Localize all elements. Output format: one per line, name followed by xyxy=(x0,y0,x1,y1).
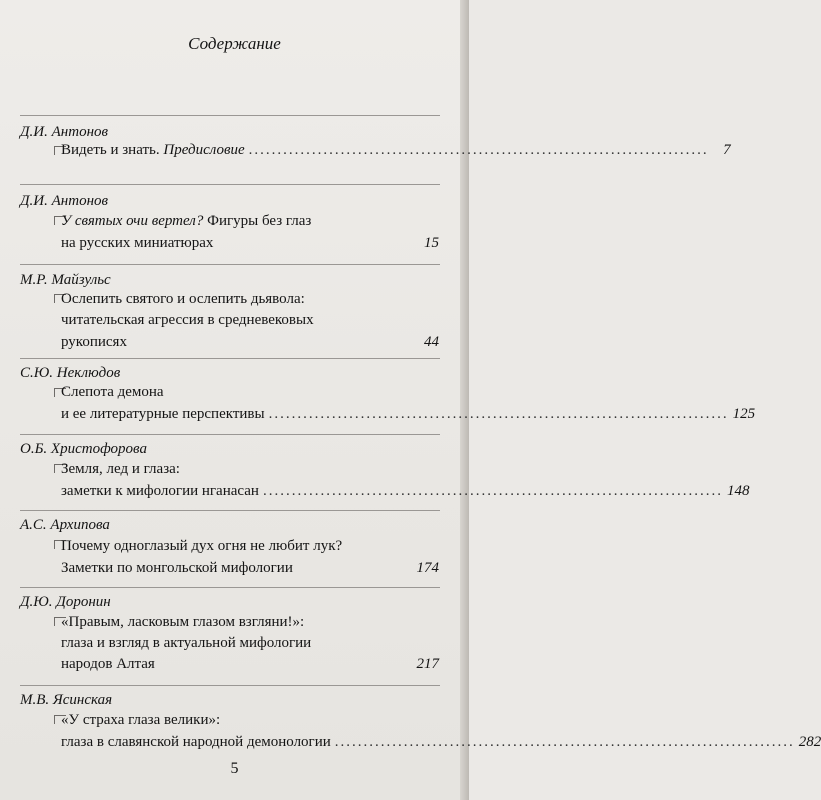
entry-divider xyxy=(20,434,440,435)
entry-author: Д.И. Антонов xyxy=(20,124,109,140)
entry-title-line: Ослепить святого и ослепить дьявола: xyxy=(61,291,305,307)
entry-author: М.В. Ясинская xyxy=(20,692,113,708)
entry-title-line: и ее литературные перспективы ................................................................................ 125 xyxy=(61,406,756,422)
page-number: 5 xyxy=(230,760,239,777)
entry-author: Д.И. Антонов xyxy=(20,193,109,209)
entry-title-line: Видеть и знать. Предисловие ................................................................................ 7 xyxy=(61,142,731,158)
entry-divider xyxy=(20,685,440,686)
entry-page-number: 7 xyxy=(723,142,731,158)
entry-author: А.С. Архипова xyxy=(20,517,110,533)
entry-page-number: 15 xyxy=(424,235,439,251)
leader-dots: ................................................................................ xyxy=(248,142,709,158)
entry-page-number: 125 xyxy=(732,406,756,422)
entry-page-number: 174 xyxy=(416,560,439,576)
entry-divider xyxy=(20,115,440,116)
entry-title-line: читательская агрессия в средневековых xyxy=(61,312,314,328)
entry-title-line: Заметки по монгольской мифологии 174 xyxy=(61,560,439,576)
entry-title-line: рукописях 44 xyxy=(61,334,439,350)
entry-title-line: Земля, лед и глаза: xyxy=(61,461,180,477)
entry-author: О.Б. Христофорова xyxy=(20,441,147,457)
entry-title-line: Почему одноглазый дух огня не любит лук? xyxy=(61,538,343,554)
entry-author: М.Р. Майзульс xyxy=(20,272,111,288)
entry-divider xyxy=(20,184,440,185)
entry-title-line: глаза в славянской народной демонологии ................................................................................ 282 xyxy=(61,734,821,750)
leader-dots: ................................................................................ xyxy=(334,734,795,750)
entry-page-number: 148 xyxy=(726,483,750,499)
entry-divider xyxy=(20,358,440,359)
entry-page-number: 44 xyxy=(424,334,439,350)
entry-title-line: глаза и взгляд в актуальной мифологии xyxy=(61,635,312,651)
entry-title-line: У святых очи вертел? Фигуры без глаз xyxy=(61,213,312,229)
entry-title-line: «У страха глаза велики»: xyxy=(61,712,221,728)
entry-title-line: народов Алтая 217 xyxy=(61,656,439,672)
page-title: Содержание xyxy=(188,34,281,53)
leader-dots: ................................................................................ xyxy=(268,406,729,422)
entry-page-number: 282 xyxy=(798,734,821,750)
entry-page-number: 217 xyxy=(416,656,439,672)
entry-author: С.Ю. Неклюдов xyxy=(20,365,121,381)
entry-divider xyxy=(20,510,440,511)
page-spine-shadow xyxy=(460,0,469,800)
entry-title-line: на русских миниатюрах 15 xyxy=(61,235,439,251)
entry-title-line: «Правым, ласковым глазом взгляни!»: xyxy=(61,614,305,630)
entry-author: Д.Ю. Доронин xyxy=(20,594,111,610)
leader-dots: ................................................................................ xyxy=(262,483,723,499)
entry-title-line: заметки к мифологии нганасан ................................................................................ 148 xyxy=(61,483,750,499)
entry-title-line: Слепота демона xyxy=(61,384,164,400)
entry-divider xyxy=(20,264,440,265)
entry-divider xyxy=(20,587,440,588)
